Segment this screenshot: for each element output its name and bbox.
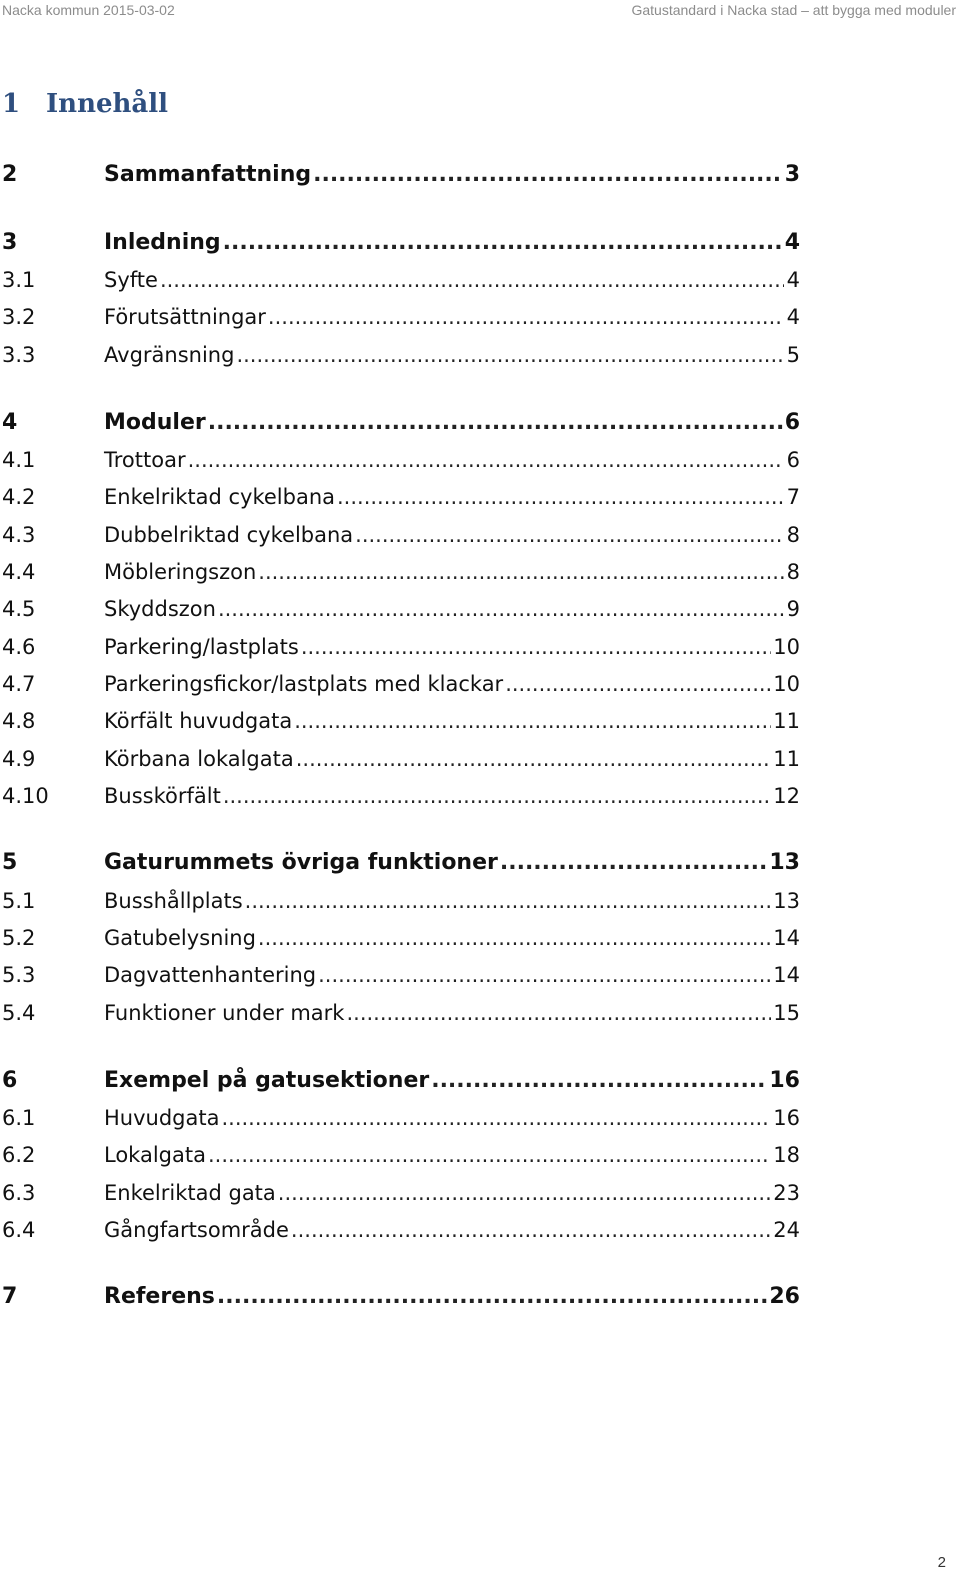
toc-dot-leader (318, 960, 771, 990)
toc-entry-page: 10 (773, 672, 800, 696)
toc-dot-leader (218, 594, 784, 624)
toc-dot-leader (505, 669, 771, 699)
toc-entry-page: 13 (773, 889, 800, 913)
toc-entry-page: 16 (773, 1106, 800, 1130)
toc-entry-title: Gångfartsområde (104, 1218, 289, 1242)
toc-entry-number: 4.9 (2, 747, 36, 771)
toc-entry-number: 7 (2, 1284, 18, 1309)
toc-entry[interactable] (0, 482, 800, 512)
toc-dot-leader (217, 1282, 767, 1312)
toc-entry-title: Lokalgata (104, 1143, 206, 1167)
toc-entry[interactable] (0, 744, 800, 774)
toc-entry-title: Avgränsning (104, 343, 235, 367)
toc-entry-number: 4.4 (2, 560, 36, 584)
toc-entry-number: 4.3 (2, 523, 36, 547)
toc-entry-title: Skyddszon (104, 597, 216, 621)
toc-entry[interactable] (0, 781, 800, 811)
toc-entry-number: 3.1 (2, 268, 36, 292)
toc-entry-number: 3.3 (2, 343, 36, 367)
toc-entry[interactable] (0, 340, 800, 370)
toc-dot-leader (431, 1066, 767, 1096)
toc-entry-title: Enkelriktad gata (104, 1181, 276, 1205)
toc-entry-page: 8 (786, 523, 800, 547)
toc-dot-leader (223, 228, 783, 258)
toc-entry-number: 5.3 (2, 963, 36, 987)
toc-entry-number: 4.5 (2, 597, 36, 621)
toc-dot-leader (301, 632, 771, 662)
toc-entry-page: 15 (773, 1001, 800, 1025)
toc-entry-page: 18 (773, 1143, 800, 1167)
toc-dot-leader (500, 848, 768, 878)
toc-entry[interactable] (0, 923, 800, 953)
toc-entry-number: 4.2 (2, 485, 36, 509)
toc-heading-title: Innehåll (46, 89, 169, 119)
toc-entry-title: Dagvattenhantering (104, 963, 317, 987)
toc-entry-page: 14 (773, 926, 800, 950)
toc-entry-title: Dubbelriktad cykelbana (104, 523, 354, 547)
toc-entry-title: Trottoar (104, 448, 186, 472)
toc-entry[interactable] (0, 302, 800, 332)
toc-entry-page: 8 (786, 560, 800, 584)
toc-entry-page: 13 (769, 850, 800, 875)
toc-entry-page: 4 (786, 268, 800, 292)
toc-dot-leader (268, 302, 784, 332)
toc-entry-page: 11 (773, 709, 800, 733)
toc-entry-title: Körbana lokalgata (104, 747, 294, 771)
toc-dot-leader (294, 706, 771, 736)
toc-entry[interactable] (0, 1215, 800, 1245)
toc-entry-page: 3 (784, 162, 800, 187)
toc-entry[interactable] (0, 228, 800, 258)
toc-entry-number: 4.6 (2, 635, 36, 659)
toc-entry[interactable] (0, 160, 800, 190)
toc-entry-title: Förutsättningar (104, 305, 266, 329)
toc-entry-number: 6.3 (2, 1181, 36, 1205)
toc-dot-leader (236, 340, 784, 370)
toc-entry[interactable] (0, 1178, 800, 1208)
toc-entry[interactable] (0, 706, 800, 736)
toc-entry-number: 4.1 (2, 448, 36, 472)
toc-dot-leader (245, 886, 772, 916)
toc-entry-title: Funktioner under mark (104, 1001, 345, 1025)
toc-entry[interactable] (0, 1103, 800, 1133)
toc-entry-page: 10 (773, 635, 800, 659)
toc-entry-title: Enkelriktad cykelbana (104, 485, 335, 509)
toc-entry-title: Gatubelysning (104, 926, 256, 950)
toc-entry-page: 7 (786, 485, 800, 509)
toc-entry[interactable] (0, 1282, 800, 1312)
toc-entry[interactable] (0, 1140, 800, 1170)
toc-dot-leader (223, 781, 771, 811)
toc-entry-number: 5 (2, 850, 18, 875)
toc-entry-page: 4 (786, 305, 800, 329)
toc-entry-number: 4 (2, 410, 18, 435)
toc-entry-page: 11 (773, 747, 800, 771)
toc-heading-number: 1 (2, 89, 21, 119)
toc-entry-title: Sammanfattning (104, 162, 312, 187)
toc-dot-leader (258, 923, 771, 953)
toc-entry-page: 5 (786, 343, 800, 367)
toc-entry[interactable] (0, 848, 800, 878)
toc-dot-leader (355, 520, 784, 550)
toc-entry-page: 23 (773, 1181, 800, 1205)
toc-entry-title: Busskörfält (104, 784, 221, 808)
toc-entry-number: 3.2 (2, 305, 36, 329)
toc-entry-page: 4 (784, 230, 800, 255)
toc-dot-leader (258, 557, 784, 587)
toc-entry-page: 16 (769, 1068, 800, 1093)
running-header-left: Nacka kommun 2015-03-02 (2, 2, 175, 18)
toc-heading (0, 84, 168, 124)
toc-entry-page: 26 (769, 1284, 800, 1309)
toc-dot-leader (188, 445, 784, 475)
toc-entry[interactable] (0, 998, 800, 1028)
toc-dot-leader (291, 1215, 771, 1245)
toc-entry-title: Referens (104, 1284, 215, 1309)
toc-entry-page: 24 (773, 1218, 800, 1242)
toc-entry-number: 6.4 (2, 1218, 36, 1242)
toc-entry-page: 12 (773, 784, 800, 808)
toc-entry-number: 3 (2, 230, 18, 255)
page-number: 2 (937, 1554, 946, 1571)
toc-dot-leader (337, 482, 784, 512)
toc-entry[interactable] (0, 408, 800, 438)
toc-entry-number: 5.2 (2, 926, 36, 950)
toc-entry-title: Syfte (104, 268, 158, 292)
toc-entry-page: 9 (786, 597, 800, 621)
toc-entry-number: 6.2 (2, 1143, 36, 1167)
toc-entry-title: Körfält huvudgata (104, 709, 293, 733)
toc-entry-title: Parkering/lastplats (104, 635, 299, 659)
toc-dot-leader (296, 744, 772, 774)
toc-dot-leader (221, 1103, 771, 1133)
toc-entry-title: Gaturummets övriga funktioner (104, 850, 498, 875)
toc-entry[interactable] (0, 886, 800, 916)
toc-dot-leader (313, 160, 783, 190)
toc-entry-title: Busshållplats (104, 889, 243, 913)
toc-entry-number: 4.7 (2, 672, 36, 696)
running-header-right: Gatustandard i Nacka stad – att bygga med moduler (631, 2, 956, 18)
toc-entry-number: 6.1 (2, 1106, 36, 1130)
toc-entry[interactable] (0, 594, 800, 624)
toc-entry-page: 6 (786, 448, 800, 472)
toc-entry-page: 14 (773, 963, 800, 987)
toc-entry-number: 5.4 (2, 1001, 36, 1025)
toc-entry-number: 5.1 (2, 889, 36, 913)
toc-entry-title: Möbleringszon (104, 560, 257, 584)
toc-entry-number: 4.10 (2, 784, 49, 808)
toc-entry[interactable] (0, 960, 800, 990)
toc-entry-title: Moduler (104, 410, 206, 435)
toc-entry[interactable] (0, 265, 800, 295)
toc-entry-title: Exempel på gatusektioner (104, 1068, 430, 1093)
toc-entry-page: 6 (784, 410, 800, 435)
toc-dot-leader (208, 408, 783, 438)
toc-entry-number: 2 (2, 162, 18, 187)
toc-entry-number: 4.8 (2, 709, 36, 733)
toc-entry[interactable] (0, 632, 800, 662)
toc-dot-leader (278, 1178, 771, 1208)
toc-entry-number: 6 (2, 1068, 18, 1093)
toc-dot-leader (208, 1140, 771, 1170)
toc-entry[interactable] (0, 445, 800, 475)
toc-entry[interactable] (0, 520, 800, 550)
toc-dot-leader (160, 265, 784, 295)
toc-entry[interactable] (0, 557, 800, 587)
toc-entry-title: Inledning (104, 230, 221, 255)
toc-entry[interactable] (0, 669, 800, 699)
toc-entry-title: Huvudgata (104, 1106, 220, 1130)
toc-dot-leader (346, 998, 771, 1028)
toc-entry[interactable] (0, 1066, 800, 1096)
toc-entry-title: Parkeringsfickor/lastplats med klackar (104, 672, 504, 696)
